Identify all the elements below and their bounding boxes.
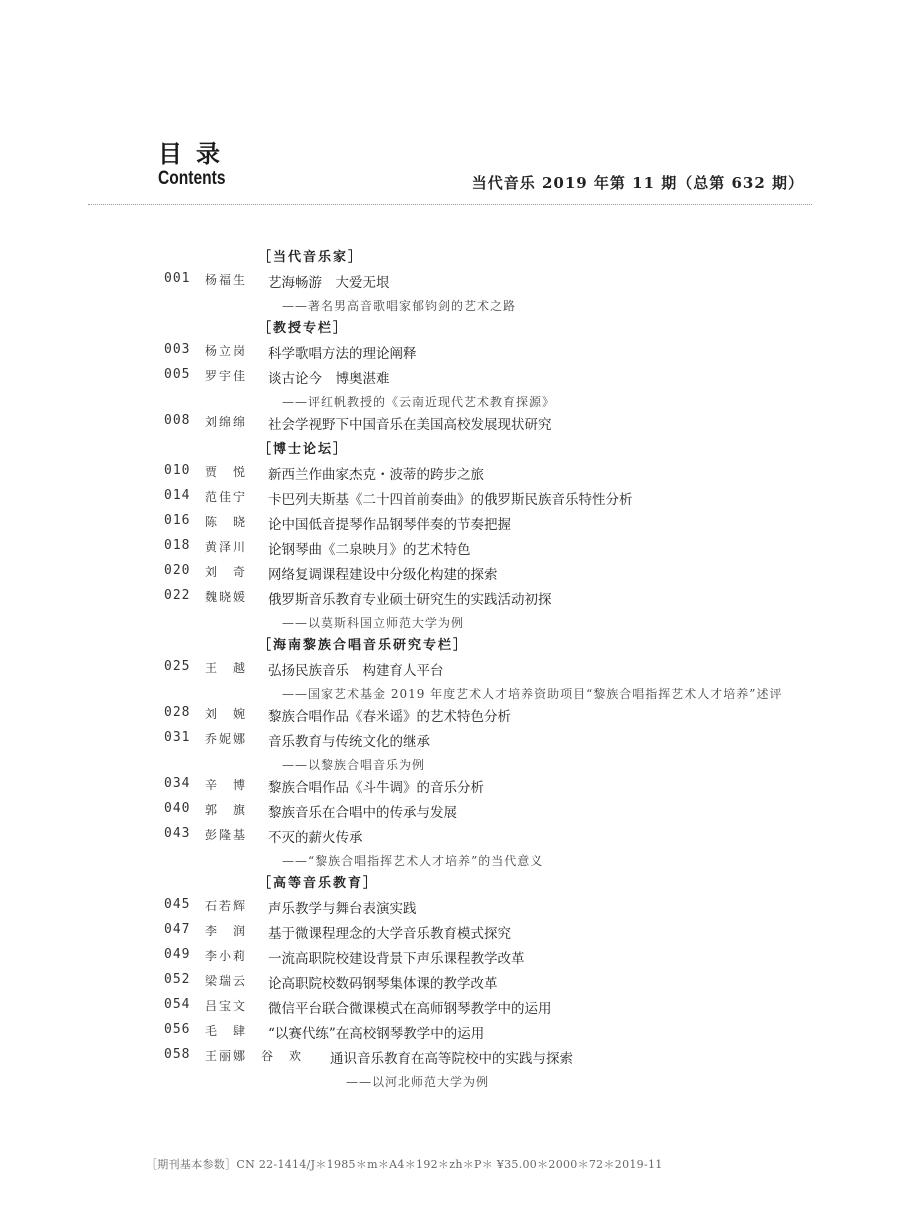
section-label: ［海南黎族合唱音乐研究专栏］	[258, 638, 469, 653]
article-title[interactable]: 微信平台联合微课模式在高师钢琴教学中的运用	[268, 1001, 552, 1017]
author-name: 乔妮娜	[205, 732, 248, 746]
author-name: 罗宇佳	[205, 369, 248, 383]
author-name: 李小莉	[205, 949, 248, 963]
page-number: 045	[164, 897, 191, 912]
section-label: ［教授专栏］	[258, 321, 349, 336]
section-label: ［高等音乐教育］	[258, 876, 379, 891]
article-title[interactable]: 通识音乐教育在高等院校中的实践与探索	[330, 1051, 573, 1067]
article-subtitle: ——著名男高音歌唱家郁钧剑的艺术之路	[282, 299, 517, 313]
page-number: 008	[164, 413, 191, 428]
toc-entry[interactable]	[0, 342, 900, 367]
toc-entry[interactable]	[0, 997, 900, 1022]
author-name: 魏晓媛	[205, 590, 248, 604]
article-title[interactable]: 俄罗斯音乐教育专业硕士研究生的实践活动初探	[268, 592, 552, 608]
issue-info: 当代音乐 2019 年第 11 期（总第 632 期）	[471, 174, 804, 192]
author-name: 杨福生	[205, 273, 248, 287]
article-title[interactable]: “以赛代练”在高校钢琴教学中的运用	[268, 1026, 485, 1042]
toc-entry[interactable]	[0, 588, 900, 613]
section-header	[0, 438, 900, 463]
article-title[interactable]: 社会学视野下中国音乐在美国高校发展现状研究	[268, 417, 552, 433]
page-number: 052	[164, 972, 191, 987]
toc-entry[interactable]	[0, 801, 900, 826]
page-number: 049	[164, 947, 191, 962]
article-title[interactable]: 黎族音乐在合唱中的传承与发展	[268, 805, 457, 821]
journal-parameters: ［期刊基本参数］CN 22-1414/J＊1985＊m＊A4＊192＊zh＊P＊ ¥35.00＊2000＊72＊2019-11	[146, 1158, 663, 1171]
article-title[interactable]: 声乐教学与舞台表演实践	[268, 901, 417, 917]
article-subtitle: ——“黎族合唱指挥艺术人才培养”的当代意义	[282, 854, 544, 868]
toc-entry[interactable]	[0, 972, 900, 997]
page-number: 034	[164, 776, 191, 791]
toc-entry[interactable]	[0, 463, 900, 488]
article-title[interactable]: 黎族合唱作品《斗牛调》的音乐分析	[268, 780, 484, 796]
author-name: 陈 晓	[205, 515, 248, 529]
page-number: 001	[164, 271, 191, 286]
toc-title-cn: 目录	[158, 140, 234, 168]
author-name: 吕宝文	[205, 999, 248, 1013]
page-number: 047	[164, 922, 191, 937]
toc-entry[interactable]	[0, 513, 900, 538]
page-number: 054	[164, 997, 191, 1012]
article-title[interactable]: 一流高职院校建设背景下声乐课程教学改革	[268, 951, 525, 967]
author-name: 范佳宁	[205, 490, 248, 504]
toc-entry[interactable]	[0, 563, 900, 588]
page-number: 003	[164, 342, 191, 357]
author-name: 贾 悦	[205, 465, 248, 479]
article-title[interactable]: 论高职院校数码钢琴集体课的教学改革	[268, 976, 498, 992]
article-title[interactable]: 不灭的薪火传承	[268, 830, 363, 846]
author-name: 刘绵绵	[205, 415, 248, 429]
article-title[interactable]: 卡巴列夫斯基《二十四首前奏曲》的俄罗斯民族音乐特性分析	[268, 492, 633, 508]
toc-entry[interactable]	[0, 367, 900, 392]
page-number: 025	[164, 659, 191, 674]
toc-entry[interactable]	[0, 271, 900, 296]
toc-entry[interactable]	[0, 922, 900, 947]
toc-entry[interactable]	[0, 413, 900, 438]
toc-entry[interactable]	[0, 947, 900, 972]
section-label: ［当代音乐家］	[258, 250, 364, 265]
page-number: 043	[164, 826, 191, 841]
author-name: 郭 旗	[205, 803, 248, 817]
toc-entry[interactable]	[0, 776, 900, 801]
author-name: 王丽娜 谷 欢	[205, 1049, 304, 1063]
article-title[interactable]: 艺海畅游 大爱无垠	[268, 275, 390, 291]
page-number: 031	[164, 730, 191, 745]
toc-entry[interactable]	[0, 488, 900, 513]
page-number: 016	[164, 513, 191, 528]
toc-entry[interactable]	[0, 826, 900, 851]
article-title[interactable]: 论钢琴曲《二泉映月》的艺术特色	[268, 542, 471, 558]
article-title[interactable]: 网络复调课程建设中分级化构建的探索	[268, 567, 498, 583]
page-number: 022	[164, 588, 191, 603]
article-title[interactable]: 新西兰作曲家杰克・波蒂的跨步之旅	[268, 467, 484, 483]
page-number: 040	[164, 801, 191, 816]
page-number: 005	[164, 367, 191, 382]
author-name: 王 越	[205, 661, 248, 675]
page-number: 028	[164, 705, 191, 720]
page-number: 058	[164, 1047, 191, 1062]
page-number: 020	[164, 563, 191, 578]
page-number: 014	[164, 488, 191, 503]
section-header	[0, 872, 900, 897]
author-name: 刘 婉	[205, 707, 248, 721]
page-number: 010	[164, 463, 191, 478]
toc-entry[interactable]	[0, 897, 900, 922]
author-name: 辛 博	[205, 778, 248, 792]
article-title[interactable]: 音乐教育与传统文化的继承	[268, 734, 430, 750]
article-subtitle: ——国家艺术基金 2019 年度艺术人才培养资助项目“黎族合唱指挥艺术人才培养”述评	[282, 687, 783, 701]
article-title[interactable]: 弘扬民族音乐 构建育人平台	[268, 663, 444, 679]
author-name: 彭隆基	[205, 828, 248, 842]
author-name: 毛 肆	[205, 1024, 248, 1038]
toc-entry[interactable]	[0, 538, 900, 563]
article-subtitle: ——评红帆教授的《云南近现代艺术教育探源》	[282, 395, 556, 409]
author-name: 黄泽川	[205, 540, 248, 554]
author-name: 石若辉	[205, 899, 248, 913]
article-title[interactable]: 科学歌唱方法的理论阐释	[268, 346, 417, 362]
article-title[interactable]: 论中国低音提琴作品钢琴伴奏的节奏把握	[268, 517, 511, 533]
article-subtitle: ——以黎族合唱音乐为例	[282, 758, 426, 772]
page-number: 018	[164, 538, 191, 553]
table-of-contents	[0, 246, 900, 1093]
author-name: 杨立岗	[205, 344, 248, 358]
toc-entry[interactable]	[0, 730, 900, 755]
toc-entry[interactable]	[0, 705, 900, 730]
author-name: 刘 奇	[205, 565, 248, 579]
page-number: 056	[164, 1022, 191, 1037]
article-subtitle: ——以莫斯科国立师范大学为例	[282, 616, 465, 630]
section-header	[0, 246, 900, 271]
header-divider	[88, 204, 812, 205]
article-title[interactable]: 基于微课程理念的大学音乐教育模式探究	[268, 926, 511, 942]
author-name: 梁瑞云	[205, 974, 248, 988]
toc-entry[interactable]	[0, 1022, 900, 1047]
section-label: ［博士论坛］	[258, 442, 349, 457]
article-title[interactable]: 黎族合唱作品《春米谣》的艺术特色分析	[268, 709, 511, 725]
toc-entry[interactable]	[0, 659, 900, 684]
author-name: 李 润	[205, 924, 248, 938]
article-title[interactable]: 谈古论今 博奥湛难	[268, 371, 390, 387]
section-header	[0, 634, 900, 659]
section-header	[0, 317, 900, 342]
toc-entry[interactable]	[0, 1047, 900, 1072]
article-subtitle: ——以河北师范大学为例	[346, 1075, 490, 1089]
toc-title-en: Contents	[158, 168, 226, 189]
